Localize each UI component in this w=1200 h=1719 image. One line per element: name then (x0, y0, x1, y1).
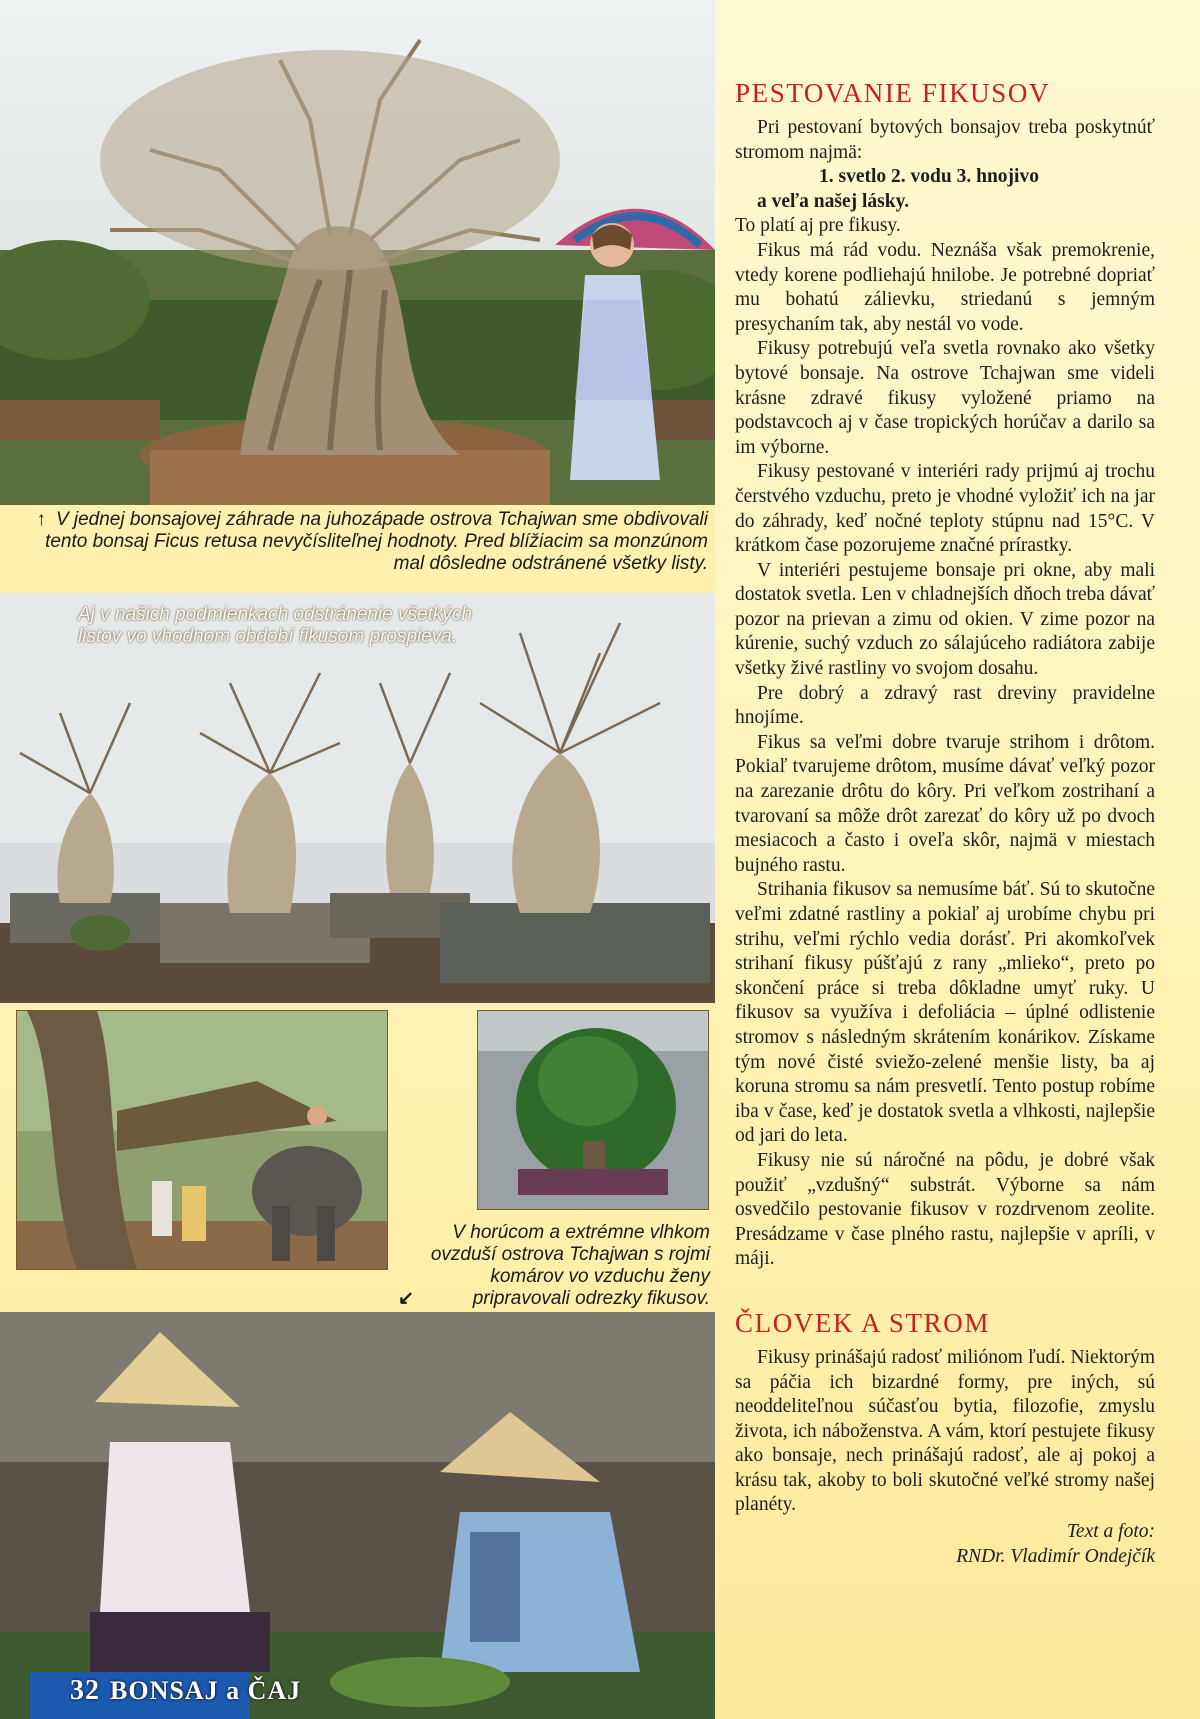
photo-leafy-ficus-bonsai (477, 1010, 709, 1210)
page-footer (70, 1675, 301, 1707)
paragraph-window: V interiéri pestujeme bonsaje pri okne, aby mali dostatok svetla. Len v chladnejších dňoch treba dávať pozor na prievan a zimu od okien. V zime pozor na kúrenie, suchý vzduch zo sálajúceho radiátora zabije všetky živé rastliny vo svojom dosahu. (735, 559, 1155, 680)
intro-paragraph: Pri pestovaní bytových bonsajov treba poskytnúť stromom najmä: (735, 117, 1155, 163)
needs-list-line-1: 1. svetlo 2. vodu 3. hnojivo (819, 166, 1039, 188)
page-number: 32 (70, 1675, 100, 1706)
photo-women-preparing-cuttings (0, 1312, 715, 1719)
paragraph-water: Fikus má rád vodu. Neznáša však premokrenie, vtedy korene podliehajú hnilobe. Je potrebné dopriať mu bohatú zálievku, striedanú s jemným presychaním tak, aby nestál vo vode. (735, 239, 1155, 335)
author-credit (735, 1520, 1155, 1569)
credit-name: RNDr. Vladimír Ondejčík (956, 1545, 1155, 1567)
needs-list-line-2: a veľa našej lásky. (757, 190, 910, 212)
photo-defoliated-ficus-row (0, 593, 715, 1003)
also-ficus-line: To platí aj pre fikusy. (735, 215, 901, 237)
arrow-up-icon: ↑ (36, 509, 46, 530)
arrow-down-left-icon: ↙ (398, 1288, 414, 1309)
photo-elephant-village (16, 1010, 388, 1270)
magazine-name: BONSAJ a ČAJ (110, 1676, 302, 1705)
paragraph-wiring: Fikus sa veľmi dobre tvaruje strihom i drôtom. Pokiaľ tvarujeme drôtom, musíme dávať veľký pozor na zarezanie drôtu do kôry. Pri veľkom zostrihaní a tvarovaní sa môže drôt zarezať do kôry už po dvoch mesiacoch a často i oveľa skôr, najmä v miestach bujného rastu. (735, 731, 1155, 876)
paragraph-fresh-air: Fikusy pestované v interiéri rady prijmú aj trochu čerstvého vzduchu, preto je vhodné vyložiť ich na jar do záhrady, keď nočné teploty stúpnu nad 15°C. V krátkom čase pozorujeme značné prírastky. (735, 461, 1155, 557)
caption-bottom: V horúcom a extrémne vlhkom ovzduší ostrova Tchajwan s rojmi komárov vo vzduchu ženy pripravovali odrezky fikusov. (430, 1222, 710, 1309)
caption-middle: Aj v našich podmienkach odstránenie všetkých listov vo vhodnom období fikusom prospieva. (78, 604, 472, 647)
paragraph-soil: Fikusy nie sú náročné na pôdu, je dobré však použiť „vzdušný“ substrát. Výborne sa nám osvedčilo pestovanie fikusov v rozdrvenom zeolite. Presádzame v čase plného rastu, najlepšie v apríli, v máji. (735, 1149, 1155, 1270)
heading-clovek-a-strom: ČLOVEK A STROM (735, 1307, 990, 1338)
paragraph-pruning: Strihania fikusov sa nemusíme báť. Sú to skutočne veľmi zdatné rastliny a pokiaľ aj urobíme chybu pri strihu, veľmi rýchlo vedia dorásť. Pri akomkoľvek strihaní fikusy púšťajú z rany „mlieko“, preto po skončení práce si treba dôkladne umyť ruky. U fikusov sa využíva i defoliácia – úplné odlistenie stromov s následným skrátením konárikov. Získame tým nové čisté sviežo-zelené menšie listy, ba aj koruna stromu sa nám presvetlí. Tento postup robíme iba v čase, keď je dostatok svetla a vlhkosti, najlepšie od jari do leta. (735, 879, 1155, 1147)
closing-paragraph: Fikusy prinášajú radosť miliónom ľudí. Niektorým sa páčia ich bizardné formy, pre iných, sú neoddeliteľnou súčasťou bytia, filozofie, zmyslu života, ich náboženstva. A vám, ktorí pestujete fikusy ako bonsaje, nech prinášajú radosť, ale aj pokoj a krásu tak, akoby to boli skutočné veľké stromy našej planéty. (735, 1346, 1155, 1516)
caption-top: ↑ V jednej bonsajovej záhrade na juhozápade ostrova Tchajwan sme obdivovali tento bonsaj Ficus retusa nevyčísliteľnej hodnoty. Pred blížiacim sa monzúnom mal dôsledne odstránené všetky listy. (36, 509, 708, 574)
paragraph-fertilize: Pre dobrý a zdravý rast dreviny pravidelne hnojíme. (735, 682, 1155, 729)
heading-pestovanie-fikusov: PESTOVANIE FIKUSOV (735, 78, 1051, 108)
paragraph-light: Fikusy potrebujú veľa svetla rovnako ako všetky bytové bonsaje. Na ostrove Tchajwan sme videli krásne zdravé fikusy vyložené priamo na podstavcoch aj v čase tropických horúčav a darilo sa im výborne. (735, 338, 1155, 458)
article-column (735, 78, 1155, 1569)
photo-leafless-ficus-bonsai (0, 0, 715, 505)
credit-label: Text a foto: (1066, 1521, 1155, 1543)
